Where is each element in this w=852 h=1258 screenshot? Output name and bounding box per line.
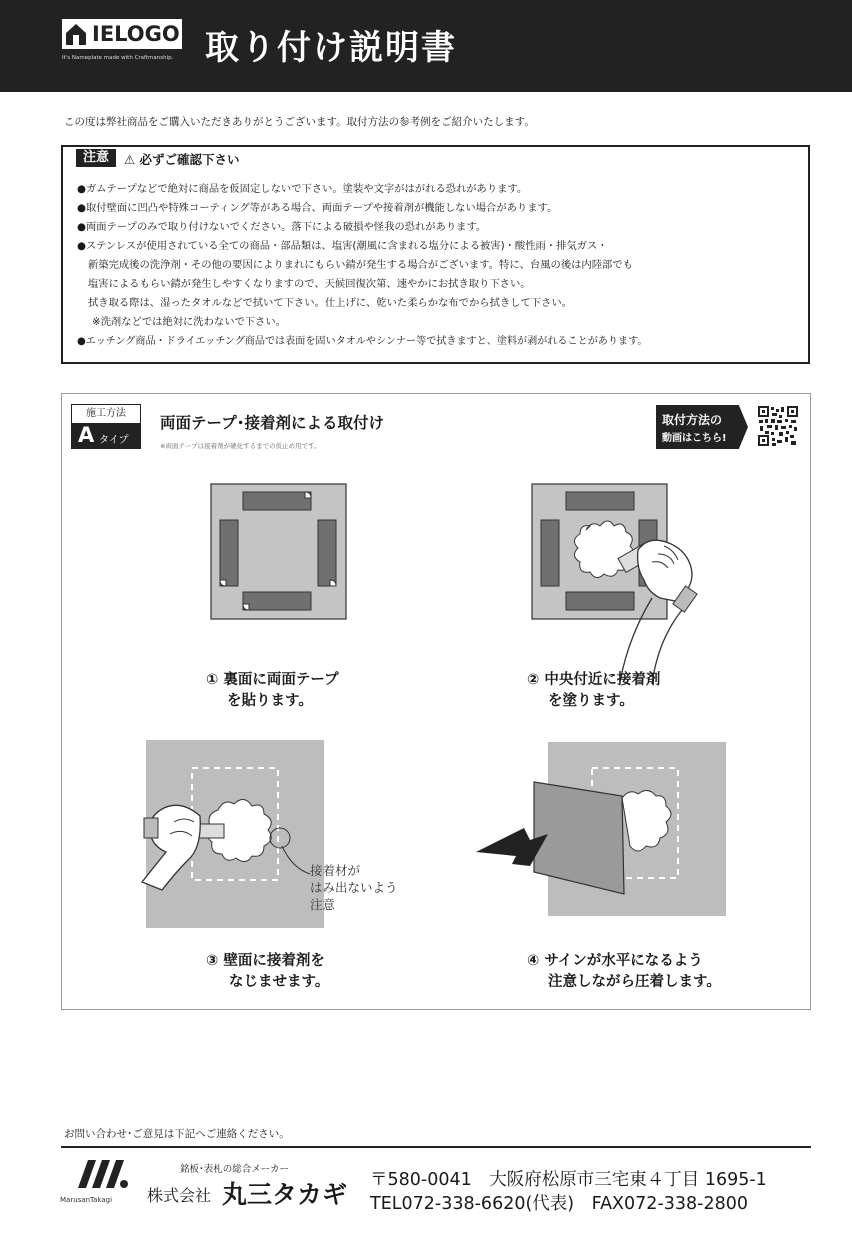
caution-line: ●取付壁面に凹凸や特殊コーティング等がある場合、両面テープや接着剤が機能しない場合があります。 bbox=[77, 202, 558, 214]
step-1-line2: を貼ります。 bbox=[227, 693, 313, 709]
video-link-line2: 動画はこちら! bbox=[662, 433, 727, 444]
caution-line: 拭き取る際は、湿ったタオルなどで拭いて下さい。仕上げに、乾いた柔らかな布でから拭きして下さい。 bbox=[88, 297, 572, 309]
caution-line: ●ガムテープなどで絶対に商品を仮固定しないで下さい。塗装や文字がはがれる恐れがあります。 bbox=[77, 183, 528, 195]
contact-note: お問い合わせ･ご意見は下記へご連絡ください。 bbox=[64, 1128, 290, 1140]
wall-adhesive-illustration bbox=[140, 740, 330, 930]
logo-text: IELOGO bbox=[92, 22, 180, 46]
adhesive-apply-illustration bbox=[528, 480, 708, 685]
caution-line: 塩害によるもらい錆が発生しやすくなりますので、天候回復次第、速やかにお拭き取り下さい。 bbox=[88, 278, 531, 290]
house-logo-icon bbox=[64, 21, 88, 47]
caution-tag: 注意 bbox=[76, 149, 116, 167]
glue-note bbox=[310, 862, 398, 913]
video-link-line1: 取付方法の bbox=[662, 413, 723, 427]
company-name: 丸三タカギ bbox=[222, 1180, 348, 1209]
caution-line: ●エッチング商品・ドライエッチング商品では表面を固いタオルやシンナー等で拭きますと、塗料が剥がれることがあります。 bbox=[77, 336, 648, 347]
caution-line: ※洗剤などでは絶対に洗わないで下さい。 bbox=[92, 316, 286, 328]
step-1-line1: ① 裏面に両面テープ bbox=[206, 672, 339, 688]
glue-note-line: 注意 bbox=[310, 897, 336, 912]
footer-divider bbox=[61, 1146, 811, 1148]
company-address: 〒580-0041 大阪府松原市三宅東４丁目 1695-1 bbox=[370, 1170, 767, 1190]
intro-text: この度は弊社商品をご購入いただきありがとうございます。取付方法の参考例をご紹介いたします。 bbox=[64, 116, 535, 128]
company-logo-icon bbox=[72, 1158, 130, 1190]
glue-note-line: はみ出ないよう bbox=[310, 880, 398, 895]
company-phone: TEL072-338-6620(代表) FAX072-338-2800 bbox=[370, 1194, 749, 1214]
page-title: 取り付け説明書 bbox=[205, 28, 457, 68]
qr-code-icon[interactable] bbox=[757, 405, 799, 447]
method-type-label: タイプ bbox=[99, 435, 129, 446]
step-4-line1: ④ サインが水平になるよう bbox=[527, 953, 703, 969]
caution-line: 新築完成後の洗浄剤・その他の要因によりまれにもらい錆が発生する場合がございます。特に、台風の後は内陸部でも bbox=[88, 259, 633, 271]
step-3-line2: なじませます。 bbox=[229, 974, 330, 990]
logo-tagline: It's Nameplate made with Craftmanship. bbox=[62, 55, 174, 61]
caution-line: ●ステンレスが使用されている全ての商品・部品類は、塩害(潮風に含まれる塩分による被害)・酸性雨・排気ガス・ bbox=[77, 240, 608, 252]
step-3-line1: ③ 壁面に接着剤を bbox=[206, 953, 325, 969]
company-prefix: 株式会社 bbox=[147, 1186, 212, 1205]
step-2-line2: を塗ります。 bbox=[548, 693, 634, 709]
press-sign-illustration bbox=[472, 738, 730, 920]
glue-note-line: 接着材が bbox=[310, 863, 361, 878]
method-type-top: 施工方法 bbox=[86, 408, 126, 419]
company-tagline: 銘板･表札の総合メーカー bbox=[180, 1164, 290, 1175]
tape-back-illustration bbox=[205, 480, 355, 625]
step-4-line2: 注意しながら圧着します。 bbox=[548, 974, 721, 990]
caution-line: ●両面テープのみで取り付けないでください。落下による破損や怪我の恐れがあります。 bbox=[77, 221, 487, 233]
caution-heading: ⚠ 必ずご確認下さい bbox=[124, 152, 240, 167]
method-type-letter: A bbox=[78, 423, 95, 447]
method-note: ※両面テープは接着剤が硬化するまでの仮止め用です。 bbox=[160, 442, 321, 450]
company-logo-name: MarusanTakagi bbox=[60, 1196, 113, 1204]
step-2-line1: ② 中央付近に接着剤 bbox=[527, 672, 661, 688]
method-title: 両面テープ･接着剤による取付け bbox=[160, 414, 384, 432]
